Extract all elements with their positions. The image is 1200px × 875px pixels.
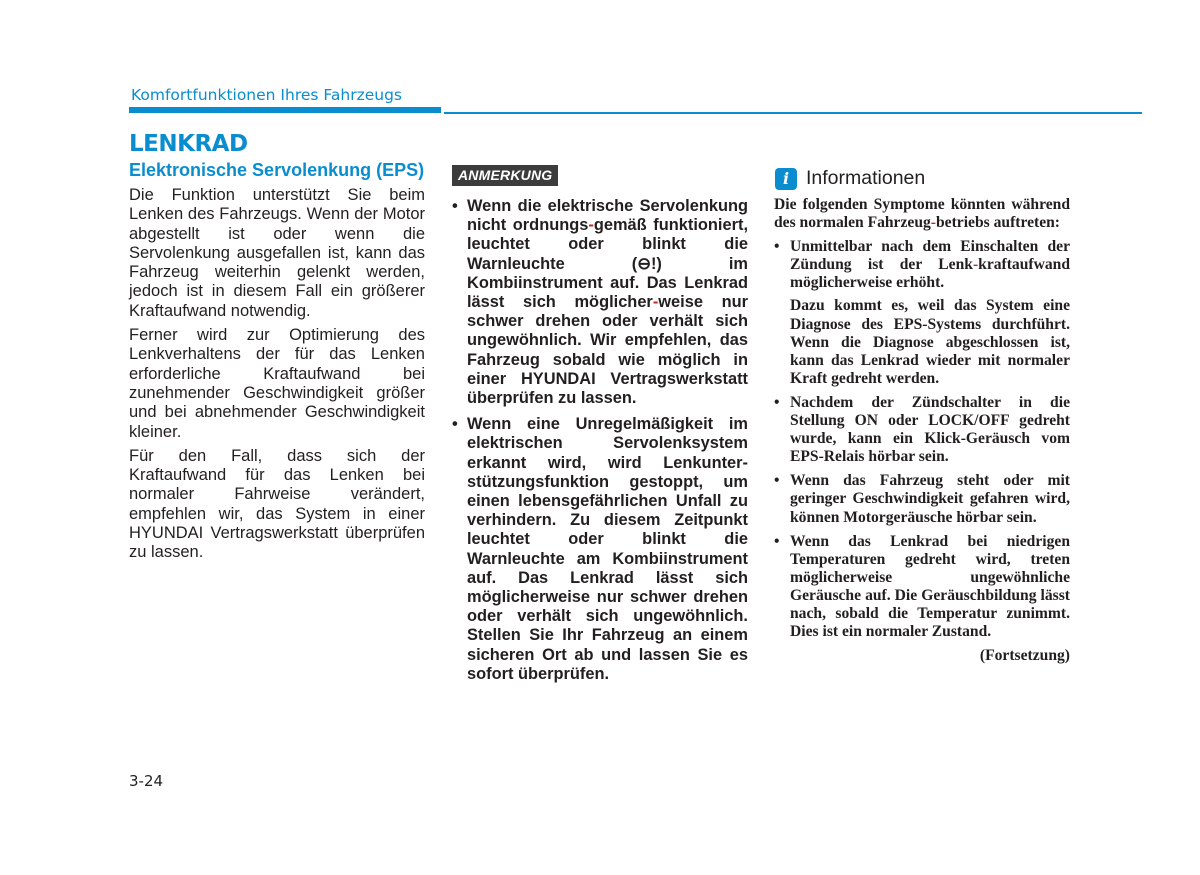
info-text: Wenn das Fahrzeug steht oder mit geringer Geschwindigkeit gefahren wird, können Motorgeräusche hörbar sein. <box>790 472 1070 526</box>
info-intro-text: Die folgenden Symptome könnten während des normalen Fahrzeug <box>774 196 1070 232</box>
info-text: Wenn das Lenkrad bei niedrigen Temperaturen gedreht wird, treten möglicherweise ungewöhnliche Geräusche auf. Die Geräuschbildung lässt nach, sobald die Temperatur zunimmt. Dies ist ein normaler Zustand. <box>790 532 1070 641</box>
body-paragraph: Ferner wird zur Optimierung des Lenkverhaltens der für das Lenken erforderliche Kraftaufwand bei zunehmender Geschwindigkeit größer und bei abnehmender Geschwindigkeit kleiner. <box>129 326 425 441</box>
info-item <box>774 472 1070 526</box>
continued-label: (Fortsetzung) <box>979 647 1070 665</box>
info-header <box>774 167 1070 190</box>
header-rule-thick <box>129 107 441 113</box>
info-text: kraftaufwand möglicherweise erhöht. <box>790 256 1070 292</box>
page-number: 3-24 <box>129 772 164 790</box>
info-intro-text: betriebs auftreten: <box>936 214 1060 232</box>
note-text: ) im Kombiinstrument auf. Das Lenkrad lässt sich möglicher <box>467 254 749 312</box>
info-item-extra: Dazu kommt es, weil das System eine Diagnose des EPS-Systems durchführt. Wenn die Diagnose abgeschlossen ist, kann das Lenkrad wieder mit normaler Kraft gedreht werden. <box>790 297 1070 387</box>
subheading-eps: Elektronische Servolenkung (EPS) <box>129 160 425 180</box>
bullet: • <box>452 415 458 434</box>
body-paragraph: Die Funktion unterstützt Sie beim Lenken des Fahrzeugs. Wenn der Motor abgestellt ist oder wenn die Servolenkung ausgefallen ist, kann das Fahrzeug weiterhin gelenkt werden, jedoch ist in diesem Fall ein größerer Kraftaufwand notwendig. <box>129 186 425 320</box>
note-item <box>450 197 748 408</box>
section-title: LENKRAD <box>129 131 248 157</box>
info-item <box>774 533 1070 642</box>
note-list <box>450 197 748 684</box>
column-note <box>450 165 748 691</box>
running-header: Komfortfunktionen Ihres Fahrzeugs <box>131 86 402 104</box>
info-item-text <box>790 238 1070 292</box>
hyphen-mark: - <box>930 214 936 232</box>
column-left <box>129 160 425 568</box>
body-paragraph: Für den Fall, dass sich der Kraftaufwand für das Lenken bei normaler Fahrweise verändert, empfehlen wir, das System in einer HYUNDAI Vertragswerkstatt überprüfen zu lassen. <box>129 446 425 562</box>
bullet: • <box>774 393 780 411</box>
header-rule-thin <box>444 112 1142 114</box>
note-text: gemäß funktioniert, leuchtet oder blinkt die Warnleuchte ( <box>467 216 748 273</box>
bullet: • <box>774 238 780 256</box>
hyphen-mark: - <box>652 293 659 312</box>
steering-warning-icon: ⊖! <box>637 254 657 273</box>
info-intro <box>774 196 1070 232</box>
info-title: Informationen <box>806 167 926 189</box>
info-text: Nachdem der Zündschalter in die Stellung ON oder LOCK/OFF gedreht wurde, kann ein Klick-Geräusch vom EPS-Relais hörbar sein. <box>790 393 1070 466</box>
note-item <box>450 415 748 684</box>
note-badge: ANMERKUNG <box>452 165 558 186</box>
note-text: Wenn eine Unregelmäßigkeit im elektrischen Servolenksystem erkannt wird, wird Lenkunterstützungsfunktion gestoppt, um einen lebensgefährlichen Unfall zu verhindern. Zu diesem Zeitpunkt leuchtet oder blinkt die Warnleuchte am Kombiinstrument auf. Das Lenkrad lässt sich möglicherweise nur schwer drehen oder verhält sich ungewöhnlich. Stellen Sie Ihr Fahrzeug an einem sicheren Ort ab und lassen Sie es sofort überprüfen. <box>467 415 748 683</box>
hyphen-mark: - <box>588 216 594 235</box>
info-item <box>774 238 1070 388</box>
hyphen-mark: - <box>972 256 979 274</box>
info-text: Unmittelbar nach dem Einschalten der Zündung ist der Lenk <box>790 238 1070 274</box>
bullet: • <box>774 532 780 550</box>
column-info <box>774 165 1070 665</box>
bullet: • <box>774 472 780 490</box>
bullet: • <box>452 197 458 215</box>
note-text: Wenn die elektrische Servolenkung nicht ordnungs <box>467 197 748 235</box>
info-item <box>774 394 1070 466</box>
info-icon: i <box>775 168 797 190</box>
note-text: weise nur schwer drehen oder verhält sich ungewöhnlich. Wir empfehlen, das Fahrzeug sobald wie möglich in einer HYUNDAI Vertragswerkstatt überprüfen zu lassen. <box>467 293 748 408</box>
info-list <box>774 238 1070 641</box>
